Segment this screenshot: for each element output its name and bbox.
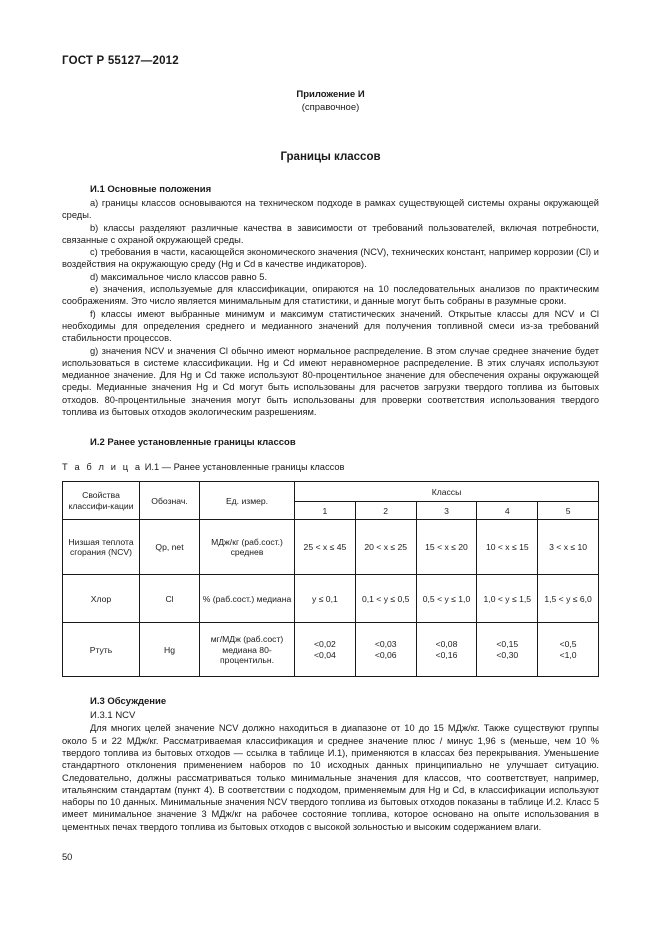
cell-class-1: <0,02 <0,04 — [295, 623, 356, 677]
cell-property: Ртуть — [63, 623, 140, 677]
section-heading-discussion: И.3 Обсуждение — [90, 696, 167, 708]
paragraph-c: c) требования в части, касающейся экономического значения (NCV), технических констант, например коррозии (Cl) и воздействия на окружающую среду (Hg и Cd в качестве индикаторов). — [62, 247, 599, 270]
cell-class-4: 10 < x ≤ 15 — [477, 520, 538, 575]
page-number: 50 — [62, 852, 73, 862]
header-class-2: 2 — [355, 502, 416, 520]
cell-class-4: <0,15 <0,30 — [477, 623, 538, 677]
class-limits-table — [62, 481, 599, 677]
table-caption-text: — Ранее установленные границы классов — [161, 462, 345, 473]
paragraph-e: e) значения, используемые для классификации, опираются на 10 последовательных анализов по практическим соображениям. Это число является минимальным для статистики, и данные могут быть собраны в разумные сроки. — [62, 284, 599, 307]
cell-class-5: <0,5 <1,0 — [538, 623, 599, 677]
table-row — [63, 575, 599, 623]
header-class-1: 1 — [295, 502, 356, 520]
table-caption-prefix: Т а б л и ц а — [62, 462, 143, 473]
page-content — [62, 88, 599, 833]
cell-class-4: 1,0 < y ≤ 1,5 — [477, 575, 538, 623]
header-property: Свойства классифи-кации — [63, 482, 140, 520]
header-class-4: 4 — [477, 502, 538, 520]
header-symbol: Обознач. — [140, 482, 200, 520]
cell-symbol: Hg — [140, 623, 200, 677]
cell-property: Низшая теплота сгорания (NCV) — [63, 520, 140, 575]
table-row — [63, 520, 599, 575]
table-caption — [62, 462, 599, 472]
paragraph-g: g) значения NCV и значения Cl обычно имеют нормальное распределение. В этом случае среднее значение будет использоваться в системе классификации. Hg и Cd имеют неравномерное распределение. В этих случаях используют медианное значение. Для Hg и Cd также используют 80-процентильное значение для обеспечения охраны окружающей среды. Медианные значения Hg и Cd могут быть использованы для расчетов загрузки твердого топлива из бытовых отходов. 80-процентильные значения могут быть использованы для проверки соответствия использования твердого топлива из бытовых отходов экологическим разрешениям. — [62, 345, 599, 418]
cell-class-1: 25 < x ≤ 45 — [295, 520, 356, 575]
cell-class-5: 3 < x ≤ 10 — [538, 520, 599, 575]
table-caption-number: И.1 — [144, 462, 160, 473]
discussion-paragraph: Для многих целей значение NCV должно находиться в диапазоне от 10 до 15 МДж/кг. Также существуют группы около 5 и 22 МДж/кг. Рассматриваемая классификация и среднее значение плюс / минус 1,96 s (меньше, чем 10 % твердого топлива из бытовых отходов — ссылка в таблице И.1), применяются в классах без перекрывания. Уменьшение стандартного отклонения применением наборов по 10 исходных данных принципиально не улучшает ситуацию. Следовательно, должны рассматриваться только минимальные значения для классов, что соответствует, например, итальянским стандартам (пункт 4). В соответствии с подходом, применяемым для Hg и Cd, в классификации используют наборы по 10 данных. Минимальные значения NCV твердого топлива из бытовых отходов показаны в таблице И.2. Класс 5 имеет минимальное значение 3 МДж/кг на рабочее состояние топлива, которое основано на опыте использования в цементных печах твердого топлива из бытовых отходов с высокой зольностью и высоким содержанием влаги. — [62, 723, 599, 832]
cell-class-2: 0,1 < y ≤ 0,5 — [355, 575, 416, 623]
paragraph-d: d) максимальное число классов равно 5. — [90, 271, 268, 282]
header-units: Ед. измер. — [200, 482, 295, 520]
cell-units: мг/МДж (раб.сост) медиана 80-процентильн. — [200, 623, 295, 677]
cell-class-3: 15 < x ≤ 20 — [416, 520, 477, 575]
page-title: Границы классов — [280, 151, 381, 163]
header-classes-group: Классы — [295, 482, 599, 502]
cell-class-2: 20 < x ≤ 25 — [355, 520, 416, 575]
cell-property: Хлор — [63, 575, 140, 623]
annex-label: Приложение И — [296, 89, 365, 100]
annex-type: (справочное) — [301, 102, 360, 113]
subsection-heading-ncv: И.3.1 NCV — [90, 710, 136, 722]
header-class-3: 3 — [416, 502, 477, 520]
table-header-row-group — [63, 482, 599, 502]
cell-units: % (раб.сост.) медиана — [200, 575, 295, 623]
cell-class-1: y ≤ 0,1 — [295, 575, 356, 623]
cell-class-3: <0,08 <0,16 — [416, 623, 477, 677]
paragraph-b: b) классы разделяют различные качества в зависимости от требований пользователей, включая потребности, связанные с охраной окружающей среды. — [62, 222, 599, 245]
paragraph-f: f) классы имеют выбранные минимум и максимум статистических значений. Открытые классы для NCV и Cl необходимы для определения среднего и медианного значений для получения топливной смеси из-за требований стабильности процессов. — [62, 308, 599, 344]
cell-class-2: <0,03 <0,06 — [355, 623, 416, 677]
running-head: ГОСТ Р 55127—2012 — [62, 55, 179, 67]
section-heading-general: И.1 Основные положения — [90, 184, 212, 195]
cell-symbol: Qp, net — [140, 520, 200, 575]
header-class-5: 5 — [538, 502, 599, 520]
table-row — [63, 623, 599, 677]
section-heading-previous-limits: И.2 Ранее установленные границы классов — [90, 437, 296, 449]
cell-class-3: 0,5 < y ≤ 1,0 — [416, 575, 477, 623]
cell-symbol: Cl — [140, 575, 200, 623]
cell-class-5: 1,5 < y ≤ 6,0 — [538, 575, 599, 623]
cell-units: МДж/кг (раб.сост.) среднев — [200, 520, 295, 575]
paragraph-a: a) границы классов основываются на техническом подходе в рамках существующей системы охраны окружающей среды. — [62, 198, 599, 221]
